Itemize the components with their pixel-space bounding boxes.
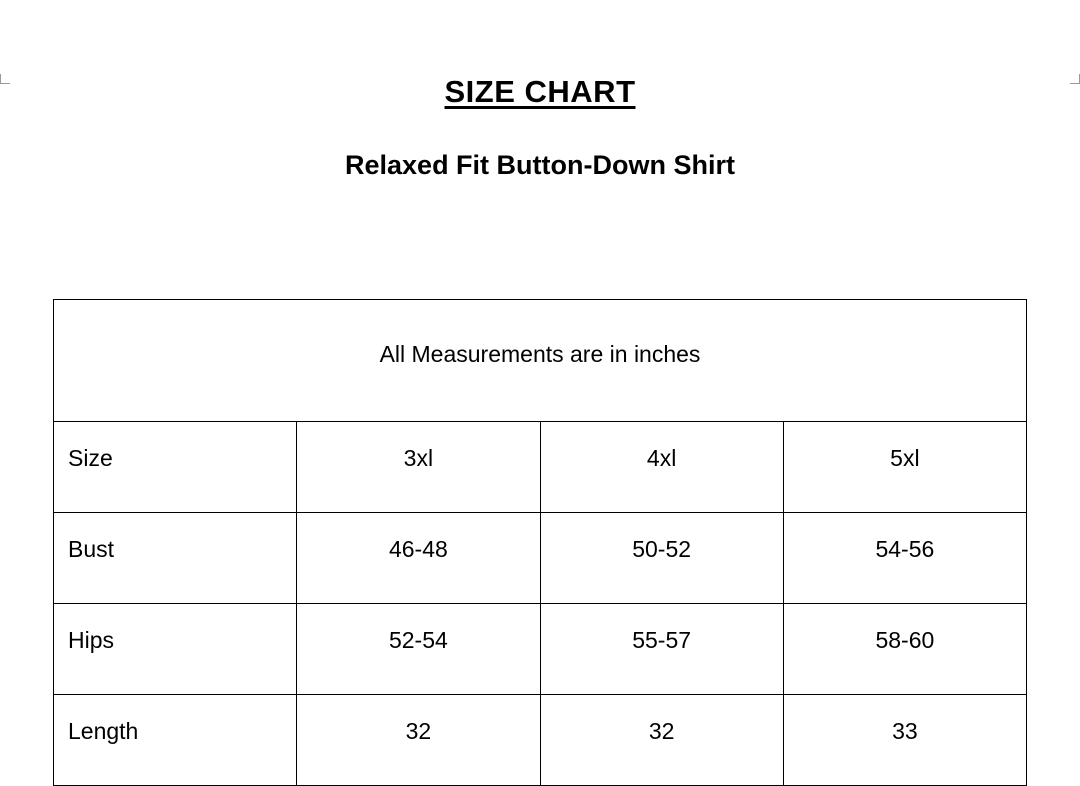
cell-hips-4xl: 55-57 xyxy=(540,604,783,695)
size-table xyxy=(53,299,1027,786)
cell-length-3xl: 32 xyxy=(297,695,540,786)
cell-hips-5xl: 58-60 xyxy=(783,604,1026,695)
header-size-4xl: 4xl xyxy=(540,422,783,513)
table-row-header xyxy=(54,422,1027,513)
table-row-banner xyxy=(54,300,1027,422)
cell-length-4xl: 32 xyxy=(540,695,783,786)
table-row xyxy=(54,604,1027,695)
crop-mark-top-right xyxy=(1070,74,1080,84)
cell-bust-4xl: 50-52 xyxy=(540,513,783,604)
product-name: Relaxed Fit Button-Down Shirt xyxy=(345,150,735,180)
row-label-bust: Bust xyxy=(54,513,297,604)
row-label-length: Length xyxy=(54,695,297,786)
cell-bust-5xl: 54-56 xyxy=(783,513,1026,604)
crop-mark-top-left xyxy=(0,74,10,84)
header-size-label: Size xyxy=(54,422,297,513)
page-title: SIZE CHART xyxy=(444,74,636,109)
row-label-hips: Hips xyxy=(54,604,297,695)
measurement-units-note: All Measurements are in inches xyxy=(54,300,1027,422)
header-size-5xl: 5xl xyxy=(783,422,1026,513)
table-row xyxy=(54,513,1027,604)
header-size-3xl: 3xl xyxy=(297,422,540,513)
table-row xyxy=(54,695,1027,786)
cell-hips-3xl: 52-54 xyxy=(297,604,540,695)
cell-bust-3xl: 46-48 xyxy=(297,513,540,604)
size-table-container xyxy=(53,299,1027,786)
cell-length-5xl: 33 xyxy=(783,695,1026,786)
size-chart-page xyxy=(0,74,1080,764)
